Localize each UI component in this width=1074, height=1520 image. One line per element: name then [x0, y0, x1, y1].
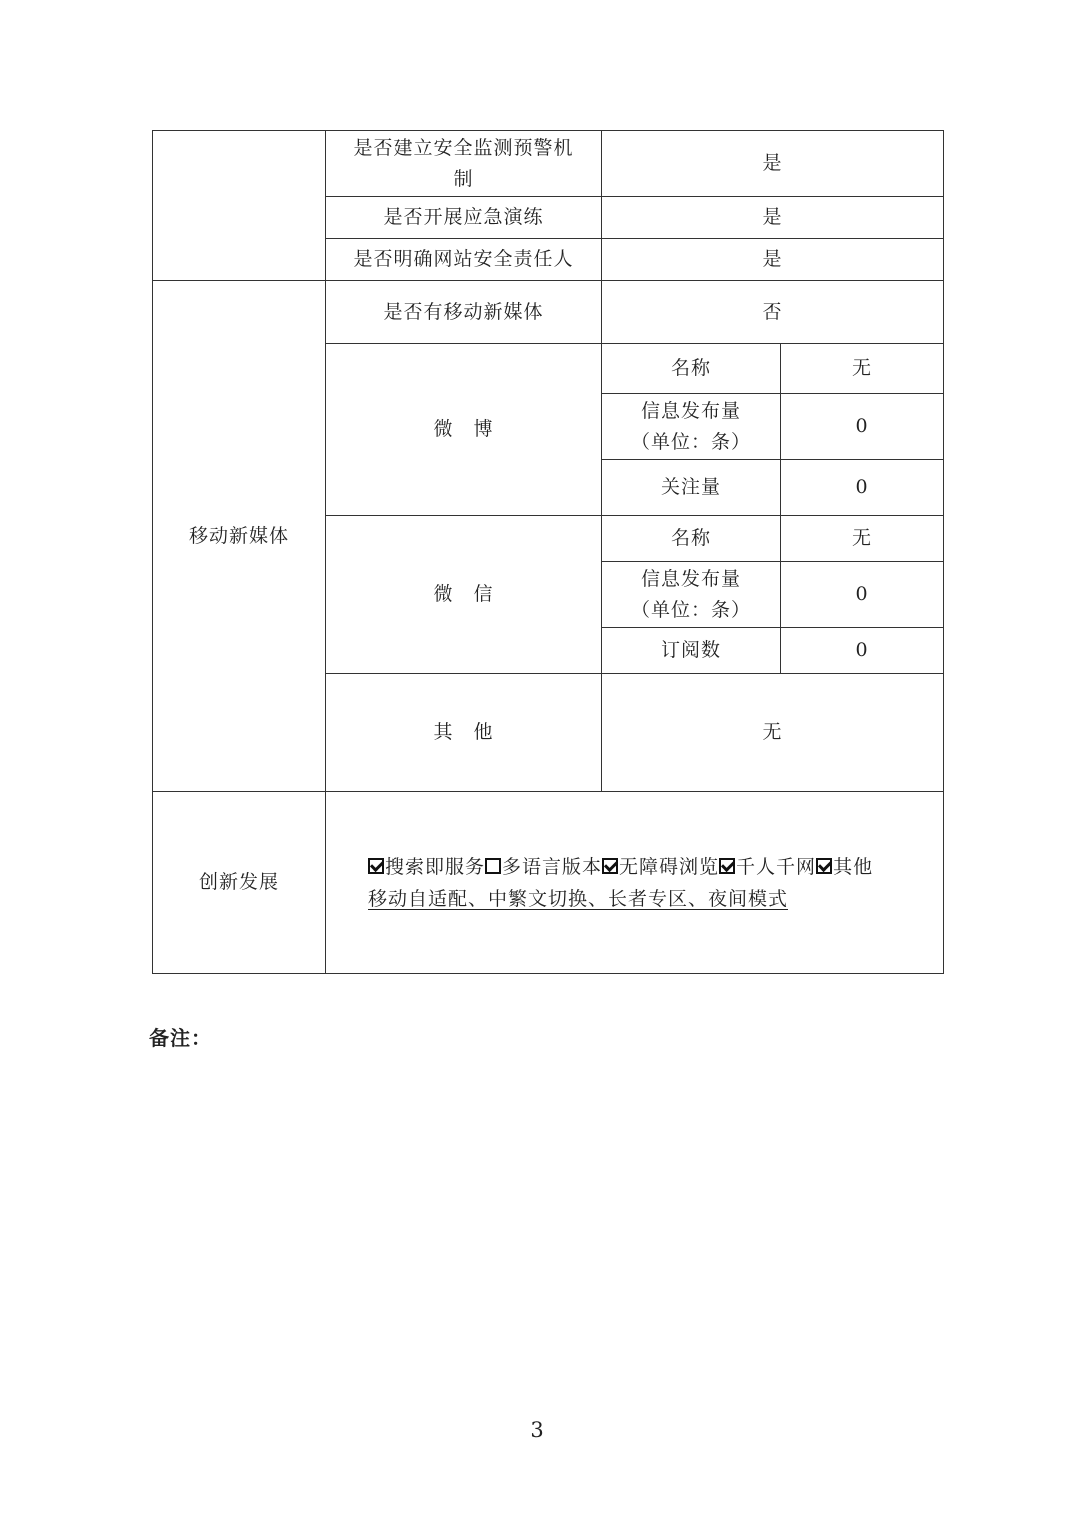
table-row: [153, 281, 944, 344]
wechat-posts-value: 0: [781, 562, 944, 628]
checkbox-checked-icon: [816, 858, 832, 874]
checkbox-checked-icon: [368, 858, 384, 874]
other-media-value: 无: [602, 674, 944, 792]
checkbox-checked-icon: [602, 858, 618, 874]
wechat-subscribers-value: 0: [781, 628, 944, 674]
weibo-posts-value: 0: [781, 394, 944, 460]
weibo-followers-value: 0: [781, 460, 944, 516]
option-multilingual[interactable]: [485, 856, 602, 878]
innovation-options: [368, 851, 935, 883]
option-label: 多语言版本: [502, 855, 603, 878]
owner-value: 是: [602, 239, 944, 281]
option-label: 无障碍浏览: [619, 855, 720, 878]
wechat-name-label: 名称: [602, 516, 781, 562]
owner-label: 是否明确网站安全责任人: [326, 239, 602, 281]
option-other[interactable]: [816, 856, 873, 878]
mobile-section-label: 移动新媒体: [153, 281, 326, 792]
wechat-posts-label: 信息发布量（单位：条）: [602, 562, 781, 628]
innovation-section-label: 创新发展: [153, 792, 326, 974]
option-search-service[interactable]: [368, 856, 485, 878]
table-row: [153, 131, 944, 197]
wechat-subscribers-label: 订阅数: [602, 628, 781, 674]
drill-label: 是否开展应急演练: [326, 197, 602, 239]
page-number: 3: [530, 1418, 544, 1442]
checkbox-unchecked-icon: [485, 858, 501, 874]
option-accessibility[interactable]: [602, 856, 719, 878]
report-table: [152, 130, 944, 974]
innovation-cell: [326, 792, 944, 974]
has-mobile-label: 是否有移动新媒体: [326, 281, 602, 344]
option-label: 搜索即服务: [385, 855, 486, 878]
has-mobile-value: 否: [602, 281, 944, 344]
option-label: 其他: [833, 855, 874, 878]
weibo-name-value: 无: [781, 344, 944, 394]
option-label: 千人千网: [736, 855, 817, 878]
innovation-other-detail: 移动自适配、中繁文切换、长者专区、夜间模式: [368, 887, 789, 910]
monitor-label: 是否建立安全监测预警机制: [326, 131, 602, 197]
option-personalized[interactable]: [719, 856, 816, 878]
security-section-cell: [153, 131, 326, 281]
weibo-name-label: 名称: [602, 344, 781, 394]
wechat-name-value: 无: [781, 516, 944, 562]
table-row: [153, 792, 944, 974]
other-media-label: 其 他: [326, 674, 602, 792]
drill-value: 是: [602, 197, 944, 239]
weibo-followers-label: 关注量: [602, 460, 781, 516]
wechat-label: 微 信: [326, 516, 602, 674]
checkbox-checked-icon: [719, 858, 735, 874]
weibo-posts-label: 信息发布量（单位：条）: [602, 394, 781, 460]
remark-label: 备注：: [149, 1026, 212, 1050]
monitor-value: 是: [602, 131, 944, 197]
weibo-label: 微 博: [326, 344, 602, 516]
